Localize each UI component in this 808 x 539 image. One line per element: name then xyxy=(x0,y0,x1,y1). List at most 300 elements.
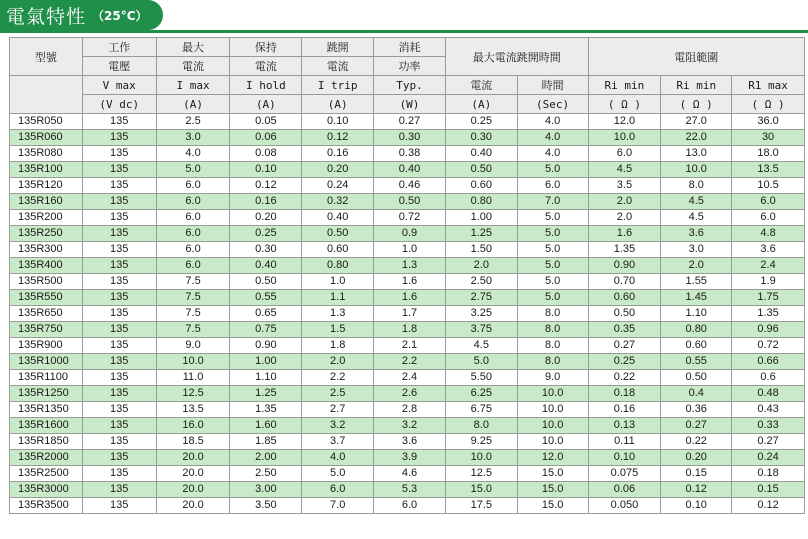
table-row xyxy=(10,274,805,290)
value-cell: 0.18 xyxy=(732,466,805,482)
value-cell: 5.0 xyxy=(445,354,517,370)
value-cell: 0.27 xyxy=(732,434,805,450)
col-subheader: 電壓 xyxy=(82,57,156,76)
value-cell: 1.3 xyxy=(302,306,374,322)
model-cell: 135R1600 xyxy=(10,418,83,434)
table-row xyxy=(10,242,805,258)
value-cell: 15.0 xyxy=(445,482,517,498)
value-cell: 6.0 xyxy=(732,194,805,210)
col-subheader: 功率 xyxy=(374,57,446,76)
value-cell: 4.5 xyxy=(445,338,517,354)
value-cell: 8.0 xyxy=(517,338,588,354)
value-cell: 1.85 xyxy=(230,434,302,450)
value-cell: 13.5 xyxy=(156,402,230,418)
value-cell: 3.2 xyxy=(374,418,446,434)
model-cell: 135R050 xyxy=(10,114,83,130)
value-cell: 0.48 xyxy=(732,386,805,402)
value-cell: 135 xyxy=(82,482,156,498)
model-cell: 135R2000 xyxy=(10,450,83,466)
model-header: 型號 xyxy=(10,38,83,76)
value-cell: 135 xyxy=(82,386,156,402)
value-cell: 0.20 xyxy=(230,210,302,226)
value-cell: 8.0 xyxy=(661,178,732,194)
value-cell: 0.25 xyxy=(445,114,517,130)
model-cell: 135R1250 xyxy=(10,386,83,402)
model-cell: 135R250 xyxy=(10,226,83,242)
value-cell: 1.35 xyxy=(588,242,661,258)
value-cell: 0.6 xyxy=(732,370,805,386)
header-row-4 xyxy=(10,95,805,114)
value-cell: 0.32 xyxy=(302,194,374,210)
col-symbol: Typ. xyxy=(374,76,446,95)
col-header-trip-current: 跳開 xyxy=(302,38,374,57)
electrical-characteristics-table xyxy=(9,37,805,514)
value-cell: 0.80 xyxy=(302,258,374,274)
value-cell: 10.5 xyxy=(732,178,805,194)
table-header xyxy=(10,38,805,114)
value-cell: 5.0 xyxy=(302,466,374,482)
value-cell: 12.5 xyxy=(445,466,517,482)
value-cell: 135 xyxy=(82,226,156,242)
col-header-voltage: 工作 xyxy=(82,38,156,57)
value-cell: 135 xyxy=(82,114,156,130)
value-cell: 0.65 xyxy=(230,306,302,322)
model-cell: 135R900 xyxy=(10,338,83,354)
col-unit: ( Ω ) xyxy=(661,95,732,114)
value-cell: 2.50 xyxy=(230,466,302,482)
value-cell: 6.0 xyxy=(156,242,230,258)
value-cell: 10.0 xyxy=(517,418,588,434)
value-cell: 8.0 xyxy=(517,354,588,370)
table-row xyxy=(10,434,805,450)
value-cell: 3.50 xyxy=(230,498,302,514)
value-cell: 1.50 xyxy=(445,242,517,258)
value-cell: 6.0 xyxy=(156,194,230,210)
value-cell: 0.30 xyxy=(230,242,302,258)
value-cell: 8.0 xyxy=(445,418,517,434)
value-cell: 0.27 xyxy=(661,418,732,434)
model-cell: 135R1000 xyxy=(10,354,83,370)
table-row xyxy=(10,226,805,242)
value-cell: 10.0 xyxy=(517,402,588,418)
value-cell: 16.0 xyxy=(156,418,230,434)
value-cell: 4.0 xyxy=(517,114,588,130)
value-cell: 2.4 xyxy=(732,258,805,274)
table-row xyxy=(10,306,805,322)
value-cell: 2.6 xyxy=(374,386,446,402)
value-cell: 5.0 xyxy=(517,226,588,242)
model-cell: 135R160 xyxy=(10,194,83,210)
value-cell: 0.25 xyxy=(588,354,661,370)
value-cell: 0.60 xyxy=(661,338,732,354)
col-symbol: I trip xyxy=(302,76,374,95)
col-unit: (A) xyxy=(302,95,374,114)
table-row xyxy=(10,322,805,338)
value-cell: 3.0 xyxy=(661,242,732,258)
value-cell: 0.40 xyxy=(302,210,374,226)
value-cell: 6.0 xyxy=(156,226,230,242)
value-cell: 0.96 xyxy=(732,322,805,338)
value-cell: 0.11 xyxy=(588,434,661,450)
section-title: 電氣特性 xyxy=(6,5,87,28)
value-cell: 2.0 xyxy=(445,258,517,274)
value-cell: 0.90 xyxy=(230,338,302,354)
value-cell: 0.90 xyxy=(588,258,661,274)
temperature-condition: （25°C） xyxy=(92,8,148,23)
table-row xyxy=(10,450,805,466)
value-cell: 0.15 xyxy=(661,466,732,482)
value-cell: 7.5 xyxy=(156,290,230,306)
table-row xyxy=(10,498,805,514)
value-cell: 0.4 xyxy=(661,386,732,402)
table-row xyxy=(10,146,805,162)
col-symbol: I hold xyxy=(230,76,302,95)
value-cell: 1.35 xyxy=(230,402,302,418)
table-row xyxy=(10,290,805,306)
value-cell: 0.35 xyxy=(588,322,661,338)
value-cell: 20.0 xyxy=(156,482,230,498)
col-symbol: 電流 xyxy=(445,76,517,95)
value-cell: 15.0 xyxy=(517,466,588,482)
value-cell: 3.5 xyxy=(588,178,661,194)
value-cell: 0.25 xyxy=(230,226,302,242)
col-header-max-current: 最大 xyxy=(156,38,230,57)
value-cell: 0.55 xyxy=(661,354,732,370)
col-header-hold-current: 保持 xyxy=(230,38,302,57)
value-cell: 0.10 xyxy=(302,114,374,130)
value-cell: 135 xyxy=(82,338,156,354)
value-cell: 9.25 xyxy=(445,434,517,450)
value-cell: 0.72 xyxy=(374,210,446,226)
value-cell: 4.5 xyxy=(661,210,732,226)
value-cell: 1.25 xyxy=(445,226,517,242)
value-cell: 135 xyxy=(82,306,156,322)
table-row xyxy=(10,210,805,226)
col-subheader: 電流 xyxy=(302,57,374,76)
value-cell: 12.0 xyxy=(588,114,661,130)
col-symbol: Ri min xyxy=(588,76,661,95)
col-unit: (Sec) xyxy=(517,95,588,114)
value-cell: 6.0 xyxy=(588,146,661,162)
value-cell: 0.20 xyxy=(302,162,374,178)
model-cell: 135R3000 xyxy=(10,482,83,498)
value-cell: 0.12 xyxy=(732,498,805,514)
value-cell: 4.0 xyxy=(517,130,588,146)
value-cell: 5.0 xyxy=(517,210,588,226)
model-cell: 135R3500 xyxy=(10,498,83,514)
value-cell: 0.38 xyxy=(374,146,446,162)
value-cell: 0.43 xyxy=(732,402,805,418)
value-cell: 1.0 xyxy=(302,274,374,290)
col-unit: (V dc) xyxy=(82,95,156,114)
model-cell: 135R1850 xyxy=(10,434,83,450)
table-row xyxy=(10,114,805,130)
col-unit: (A) xyxy=(230,95,302,114)
value-cell: 135 xyxy=(82,146,156,162)
table-row xyxy=(10,370,805,386)
value-cell: 7.5 xyxy=(156,306,230,322)
value-cell: 2.0 xyxy=(588,194,661,210)
value-cell: 0.30 xyxy=(445,130,517,146)
value-cell: 7.0 xyxy=(302,498,374,514)
value-cell: 20.0 xyxy=(156,450,230,466)
value-cell: 0.70 xyxy=(588,274,661,290)
value-cell: 0.16 xyxy=(230,194,302,210)
value-cell: 0.18 xyxy=(588,386,661,402)
value-cell: 135 xyxy=(82,258,156,274)
value-cell: 0.12 xyxy=(661,482,732,498)
value-cell: 0.12 xyxy=(230,178,302,194)
value-cell: 6.0 xyxy=(732,210,805,226)
value-cell: 135 xyxy=(82,418,156,434)
value-cell: 4.8 xyxy=(732,226,805,242)
value-cell: 4.0 xyxy=(517,146,588,162)
value-cell: 0.50 xyxy=(445,162,517,178)
col-symbol: I max xyxy=(156,76,230,95)
model-cell: 135R500 xyxy=(10,274,83,290)
value-cell: 2.7 xyxy=(302,402,374,418)
value-cell: 1.6 xyxy=(374,274,446,290)
col-unit: (A) xyxy=(445,95,517,114)
value-cell: 3.75 xyxy=(445,322,517,338)
col-unit: ( Ω ) xyxy=(732,95,805,114)
value-cell: 30 xyxy=(732,130,805,146)
value-cell: 135 xyxy=(82,210,156,226)
table-row xyxy=(10,418,805,434)
value-cell: 0.05 xyxy=(230,114,302,130)
table-row xyxy=(10,482,805,498)
table-row xyxy=(10,402,805,418)
model-cell: 135R650 xyxy=(10,306,83,322)
model-cell: 135R750 xyxy=(10,322,83,338)
value-cell: 6.0 xyxy=(156,258,230,274)
header-row-1 xyxy=(10,38,805,57)
value-cell: 5.0 xyxy=(517,162,588,178)
value-cell: 0.60 xyxy=(588,290,661,306)
value-cell: 0.66 xyxy=(732,354,805,370)
value-cell: 0.40 xyxy=(374,162,446,178)
value-cell: 0.72 xyxy=(732,338,805,354)
value-cell: 11.0 xyxy=(156,370,230,386)
value-cell: 1.10 xyxy=(230,370,302,386)
value-cell: 0.9 xyxy=(374,226,446,242)
value-cell: 0.33 xyxy=(732,418,805,434)
value-cell: 0.08 xyxy=(230,146,302,162)
value-cell: 1.6 xyxy=(374,290,446,306)
value-cell: 0.06 xyxy=(588,482,661,498)
value-cell: 135 xyxy=(82,322,156,338)
value-cell: 2.0 xyxy=(588,210,661,226)
value-cell: 2.2 xyxy=(302,370,374,386)
value-cell: 0.10 xyxy=(230,162,302,178)
value-cell: 4.0 xyxy=(156,146,230,162)
value-cell: 1.55 xyxy=(661,274,732,290)
value-cell: 2.0 xyxy=(661,258,732,274)
table-row xyxy=(10,338,805,354)
value-cell: 0.46 xyxy=(374,178,446,194)
value-cell: 4.5 xyxy=(661,194,732,210)
section-title-banner xyxy=(0,0,163,30)
table-row xyxy=(10,354,805,370)
col-unit: ( Ω ) xyxy=(588,95,661,114)
value-cell: 4.0 xyxy=(302,450,374,466)
value-cell: 1.60 xyxy=(230,418,302,434)
value-cell: 0.36 xyxy=(661,402,732,418)
col-subheader: 電流 xyxy=(230,57,302,76)
value-cell: 0.20 xyxy=(661,450,732,466)
value-cell: 3.0 xyxy=(156,130,230,146)
value-cell: 36.0 xyxy=(732,114,805,130)
value-cell: 0.60 xyxy=(445,178,517,194)
value-cell: 6.0 xyxy=(156,210,230,226)
value-cell: 10.0 xyxy=(156,354,230,370)
value-cell: 20.0 xyxy=(156,498,230,514)
table-row xyxy=(10,162,805,178)
value-cell: 1.6 xyxy=(588,226,661,242)
value-cell: 135 xyxy=(82,402,156,418)
value-cell: 5.0 xyxy=(517,274,588,290)
value-cell: 1.75 xyxy=(732,290,805,306)
value-cell: 135 xyxy=(82,354,156,370)
title-underline xyxy=(0,30,808,33)
value-cell: 3.25 xyxy=(445,306,517,322)
value-cell: 0.50 xyxy=(588,306,661,322)
value-cell: 1.45 xyxy=(661,290,732,306)
value-cell: 2.8 xyxy=(374,402,446,418)
table-row xyxy=(10,178,805,194)
value-cell: 22.0 xyxy=(661,130,732,146)
value-cell: 3.7 xyxy=(302,434,374,450)
value-cell: 0.15 xyxy=(732,482,805,498)
value-cell: 1.35 xyxy=(732,306,805,322)
table-row xyxy=(10,194,805,210)
value-cell: 135 xyxy=(82,178,156,194)
model-cell: 135R550 xyxy=(10,290,83,306)
value-cell: 12.5 xyxy=(156,386,230,402)
value-cell: 2.5 xyxy=(156,114,230,130)
value-cell: 1.8 xyxy=(302,338,374,354)
col-unit: (A) xyxy=(156,95,230,114)
value-cell: 10.0 xyxy=(661,162,732,178)
value-cell: 9.0 xyxy=(517,370,588,386)
value-cell: 0.55 xyxy=(230,290,302,306)
value-cell: 15.0 xyxy=(517,482,588,498)
value-cell: 2.0 xyxy=(302,354,374,370)
value-cell: 0.16 xyxy=(302,146,374,162)
value-cell: 1.00 xyxy=(230,354,302,370)
value-cell: 4.5 xyxy=(588,162,661,178)
value-cell: 2.00 xyxy=(230,450,302,466)
value-cell: 0.075 xyxy=(588,466,661,482)
value-cell: 1.25 xyxy=(230,386,302,402)
value-cell: 0.06 xyxy=(230,130,302,146)
value-cell: 0.40 xyxy=(230,258,302,274)
value-cell: 13.0 xyxy=(661,146,732,162)
header-row-3 xyxy=(10,76,805,95)
value-cell: 3.00 xyxy=(230,482,302,498)
value-cell: 0.24 xyxy=(302,178,374,194)
value-cell: 1.9 xyxy=(732,274,805,290)
col-header-max-trip-time: 最大電流跳開時間 xyxy=(445,38,588,76)
value-cell: 0.30 xyxy=(374,130,446,146)
value-cell: 18.5 xyxy=(156,434,230,450)
model-cell: 135R400 xyxy=(10,258,83,274)
value-cell: 10.0 xyxy=(445,450,517,466)
value-cell: 0.10 xyxy=(588,450,661,466)
value-cell: 2.75 xyxy=(445,290,517,306)
value-cell: 2.4 xyxy=(374,370,446,386)
value-cell: 8.0 xyxy=(517,306,588,322)
value-cell: 1.3 xyxy=(374,258,446,274)
value-cell: 1.8 xyxy=(374,322,446,338)
value-cell: 2.50 xyxy=(445,274,517,290)
value-cell: 135 xyxy=(82,370,156,386)
value-cell: 6.0 xyxy=(517,178,588,194)
value-cell: 6.0 xyxy=(156,178,230,194)
value-cell: 17.5 xyxy=(445,498,517,514)
value-cell: 27.0 xyxy=(661,114,732,130)
value-cell: 10.0 xyxy=(517,386,588,402)
value-cell: 9.0 xyxy=(156,338,230,354)
model-cell: 135R080 xyxy=(10,146,83,162)
value-cell: 0.50 xyxy=(661,370,732,386)
model-cell: 135R120 xyxy=(10,178,83,194)
table-row xyxy=(10,386,805,402)
value-cell: 0.22 xyxy=(588,370,661,386)
value-cell: 135 xyxy=(82,466,156,482)
value-cell: 6.25 xyxy=(445,386,517,402)
value-cell: 0.12 xyxy=(302,130,374,146)
value-cell: 3.9 xyxy=(374,450,446,466)
col-unit: (W) xyxy=(374,95,446,114)
value-cell: 0.050 xyxy=(588,498,661,514)
value-cell: 13.5 xyxy=(732,162,805,178)
value-cell: 1.1 xyxy=(302,290,374,306)
value-cell: 3.6 xyxy=(374,434,446,450)
col-header-power: 消耗 xyxy=(374,38,446,57)
value-cell: 135 xyxy=(82,290,156,306)
value-cell: 2.1 xyxy=(374,338,446,354)
value-cell: 5.3 xyxy=(374,482,446,498)
value-cell: 0.80 xyxy=(661,322,732,338)
value-cell: 0.60 xyxy=(302,242,374,258)
value-cell: 135 xyxy=(82,130,156,146)
value-cell: 5.50 xyxy=(445,370,517,386)
col-symbol: 時間 xyxy=(517,76,588,95)
table-row xyxy=(10,258,805,274)
col-symbol: Ri min xyxy=(661,76,732,95)
value-cell: 0.75 xyxy=(230,322,302,338)
value-cell: 5.0 xyxy=(156,162,230,178)
value-cell: 3.6 xyxy=(661,226,732,242)
col-subheader: 電流 xyxy=(156,57,230,76)
value-cell: 0.16 xyxy=(588,402,661,418)
value-cell: 5.0 xyxy=(517,242,588,258)
value-cell: 135 xyxy=(82,450,156,466)
value-cell: 0.24 xyxy=(732,450,805,466)
table-row xyxy=(10,466,805,482)
model-cell: 135R1100 xyxy=(10,370,83,386)
value-cell: 4.6 xyxy=(374,466,446,482)
model-cell: 135R200 xyxy=(10,210,83,226)
value-cell: 0.27 xyxy=(588,338,661,354)
value-cell: 0.27 xyxy=(374,114,446,130)
col-symbol: R1 max xyxy=(732,76,805,95)
value-cell: 135 xyxy=(82,242,156,258)
value-cell: 0.10 xyxy=(661,498,732,514)
value-cell: 2.2 xyxy=(374,354,446,370)
col-header-resistance-range: 電阻範圍 xyxy=(588,38,804,76)
